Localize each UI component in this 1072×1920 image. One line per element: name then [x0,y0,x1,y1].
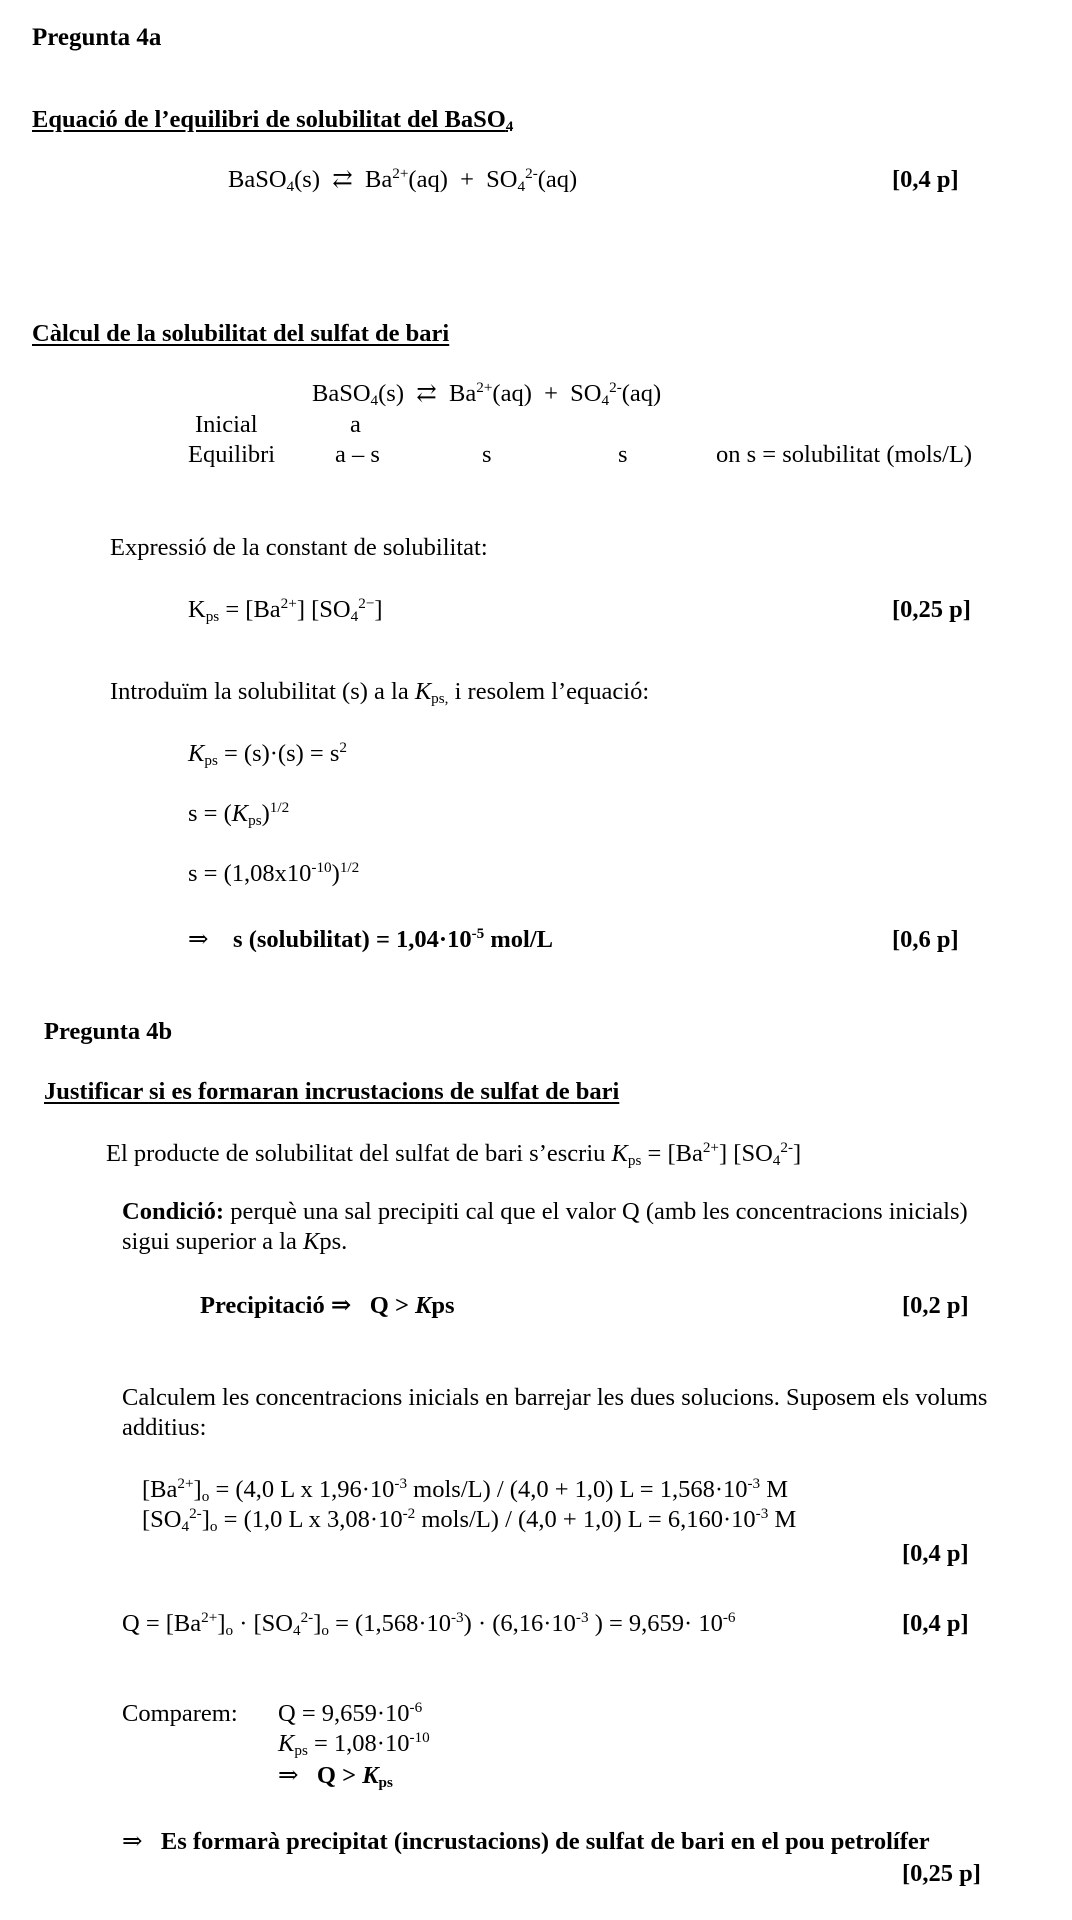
compare-label: Comparem: [122,1700,238,1727]
intro-sentence: Introduïm la solubilitat (s) a la $K_{ps,}$ i resolem l’equació: [110,678,650,707]
solubility-note: on s = solubilitat (mols/L) [716,441,973,468]
section-title-justify: Justificar si es formaran incrustacions de sulfat de bari [44,1078,620,1105]
ba-concentration-calc: $[Ba^{2+}]_o = (4,0$ L x $1,96\cdot 10^{-3}$ mols/L) / (4,0 + 1,0) $L = 1,568\cdot 10^{-3}$ M [142,1474,789,1505]
compare-kps-value: $K_{ps} = 1,08\cdot 10^{-10}$ [278,1728,430,1759]
step-s-root: $s = (K_{ps})^{1/2}$ [188,798,290,829]
points-q: [0,4 p] [902,1610,969,1637]
points-concentrations: [0,4 p] [902,1540,969,1567]
row-label-inicial: Inicial [195,411,258,438]
points-equation: [0,4 p] [892,166,959,193]
row-label-equilibri: Equilibri [188,441,276,468]
precipitation-condition: Precipitació ⇒ Q > Kps [200,1292,455,1319]
kps-expression: $K_{ps} = [Ba^{2+}]$ $[SO_4^{2-}]$ [188,594,383,625]
points-conclusion: [0,25 p] [902,1860,981,1887]
so4-concentration-calc: $[SO_4^{2-}]_o = (1,0$ L x $3,08\cdot 10^{-2}$ mols/L) / (4,0 + 1,0) $L = 6,160\cdot 10^{-3}$ M [142,1504,797,1535]
row-value-equilibri-s1: s [482,441,492,468]
equilibrium-equation-1: BaSO$_4$(s) ⇄ $Ba^{2+}(aq) + SO_4^{2-}(aq)$ [228,164,578,195]
compare-q-value: $Q = 9,659\cdot 10^{-6}$ [278,1698,423,1727]
question-4a-heading: Pregunta 4a [32,24,162,51]
section-title-equilibrium: Equació de l’equilibri de solubilitat del BaSO$_4$ [32,106,514,135]
points-kps: [0,25 p] [892,596,971,623]
section-title-solubility-calc: Càlcul de la solubilitat del sulfat de bari [32,320,450,347]
step-s-substitution: $s = (1,08x10^{-10})^{1/2}$ [188,858,360,887]
compare-result: ⇒ $Q > K_{ps}$ [278,1762,393,1791]
question-4b-heading: Pregunta 4b [44,1018,173,1045]
row-value-equilibri-a: a – s [335,441,380,468]
row-value-equilibri-s2: s [618,441,628,468]
product-sentence: El producte de solubilitat del sulfat de bari s’escriu $K_{ps} = [Ba^{2+}]$ $[SO_4^{2-}]$ [106,1138,802,1169]
solubility-result: ⇒ s (solubilitat) = $1,04\cdot 10^{-5}$ mol/L [188,924,554,953]
equilibrium-equation-2: BaSO$_4$(s) ⇄ $Ba^{2+}(aq) + SO_4^{2-}(aq)$ [312,378,662,409]
points-result: [0,6 p] [892,926,959,953]
kps-expression-label: Expressió de la constant de solubilitat: [110,534,488,561]
condition-line-2: sigui superior a la Kps. [122,1228,348,1255]
points-precipitation: [0,2 p] [902,1292,969,1319]
calc-intro-line-1: Calculem les concentracions inicials en barrejar les dues solucions. Suposem els volums [122,1384,988,1411]
step-kps-s-squared: $K_{ps} = (s)\cdot(s) = s^2$ [188,738,347,769]
calc-intro-line-2: additius: [122,1414,207,1441]
condition-line-1: Condició: perquè una sal precipiti cal que el valor Q (amb les concentracions inicials) [122,1198,968,1225]
q-calculation: $Q = [Ba^{2+}]_o \cdot [SO_4^{2-}]_o = (1,568\cdot 10^{-3}) \cdot (6,16\cdot 10^{-3}$ ) = $9,659\cdot 10^{-6}$ [122,1608,736,1639]
conclusion: ⇒ Es formarà precipitat (incrustacions) de sulfat de bari en el pou petrolífer [122,1828,930,1855]
row-value-inicial: a [350,411,361,438]
